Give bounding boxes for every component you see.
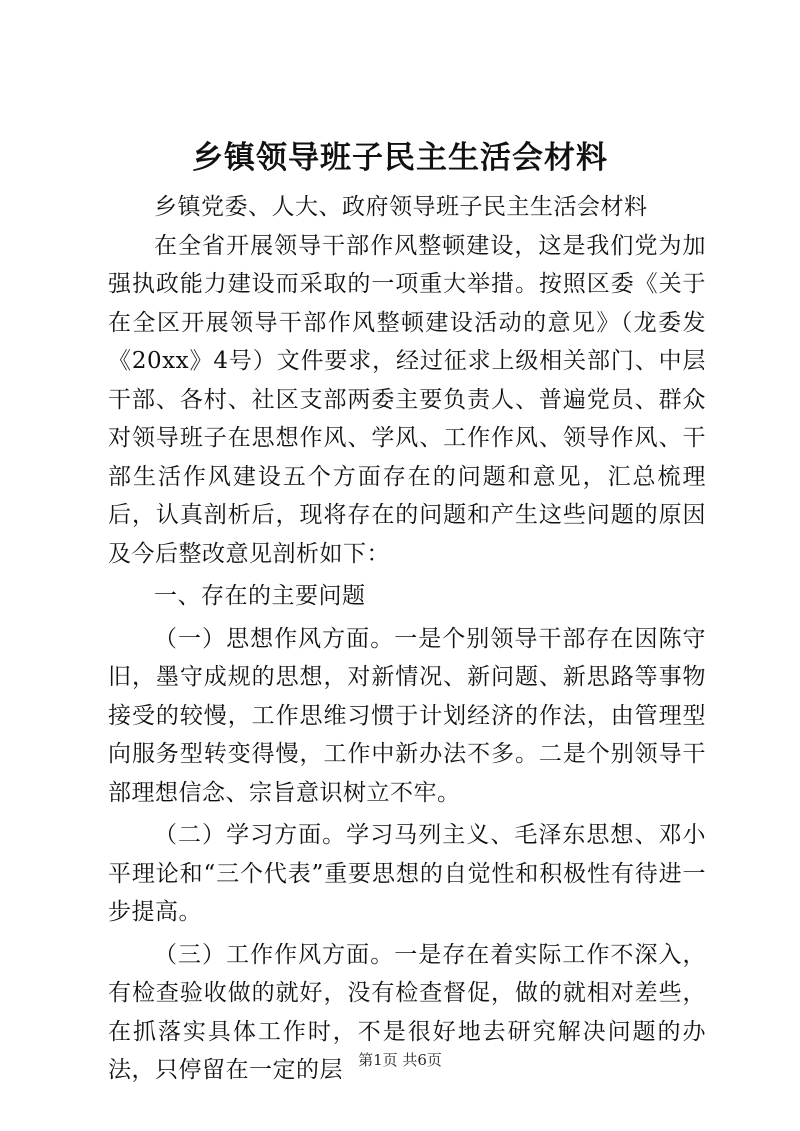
paragraph-thinking-style: （一）思想作风方面。一是个别领导干部存在因陈守旧，墨守成规的思想，对新情况、新问题、新思路等事物接受的较慢，工作思维习惯于计划经济的作法，由管理型向服务型转变得慢，工作中新办法不多。二是个别领导干部理想信念、宗旨意识树立不牢。 xyxy=(108,625,706,806)
document-subtitle: 乡镇党委、人大、政府领导班子民主生活会材料 xyxy=(154,194,648,220)
document-title: 乡镇领导班子民主生活会材料 xyxy=(192,140,608,176)
page-footer: 第1页 共6页 xyxy=(358,1051,442,1069)
paragraph-intro: 在全省开展领导干部作风整顿建设，这是我们党为加强执政能力建设而采取的一项重大举措。按照区委《关于在全区开展领导干部作风整顿建设活动的意见》（龙委发《20xx》4号）文件要求，经过征求上级相关部门、中层干部、各村、社区支部两委主要负责人、普遍党员、群众对领导班子在思想作风、学风、工作作风、领导作风、干部生活作风建设五个方面存在的问题和意见，汇总梳理后，认真剖析后，现将存在的问题和产生这些问题的原因及今后整改意见剖析如下： xyxy=(108,232,706,567)
section-heading: 一、存在的主要问题 xyxy=(154,583,366,609)
paragraph-study: （二）学习方面。学习马列主义、毛泽东思想、邓小平理论和“三个代表”重要思想的自觉性和积极性有待进一步提高。 xyxy=(108,822,706,925)
document-body xyxy=(108,188,706,1090)
paragraph-work-style: （三）工作作风方面。一是存在着实际工作不深入，有检查验收做的就好，没有检查督促，做的就相对差些，在抓落实具体工作时，不是很好地去研究解决问题的办法，只停留在一定的层 xyxy=(108,941,706,1083)
